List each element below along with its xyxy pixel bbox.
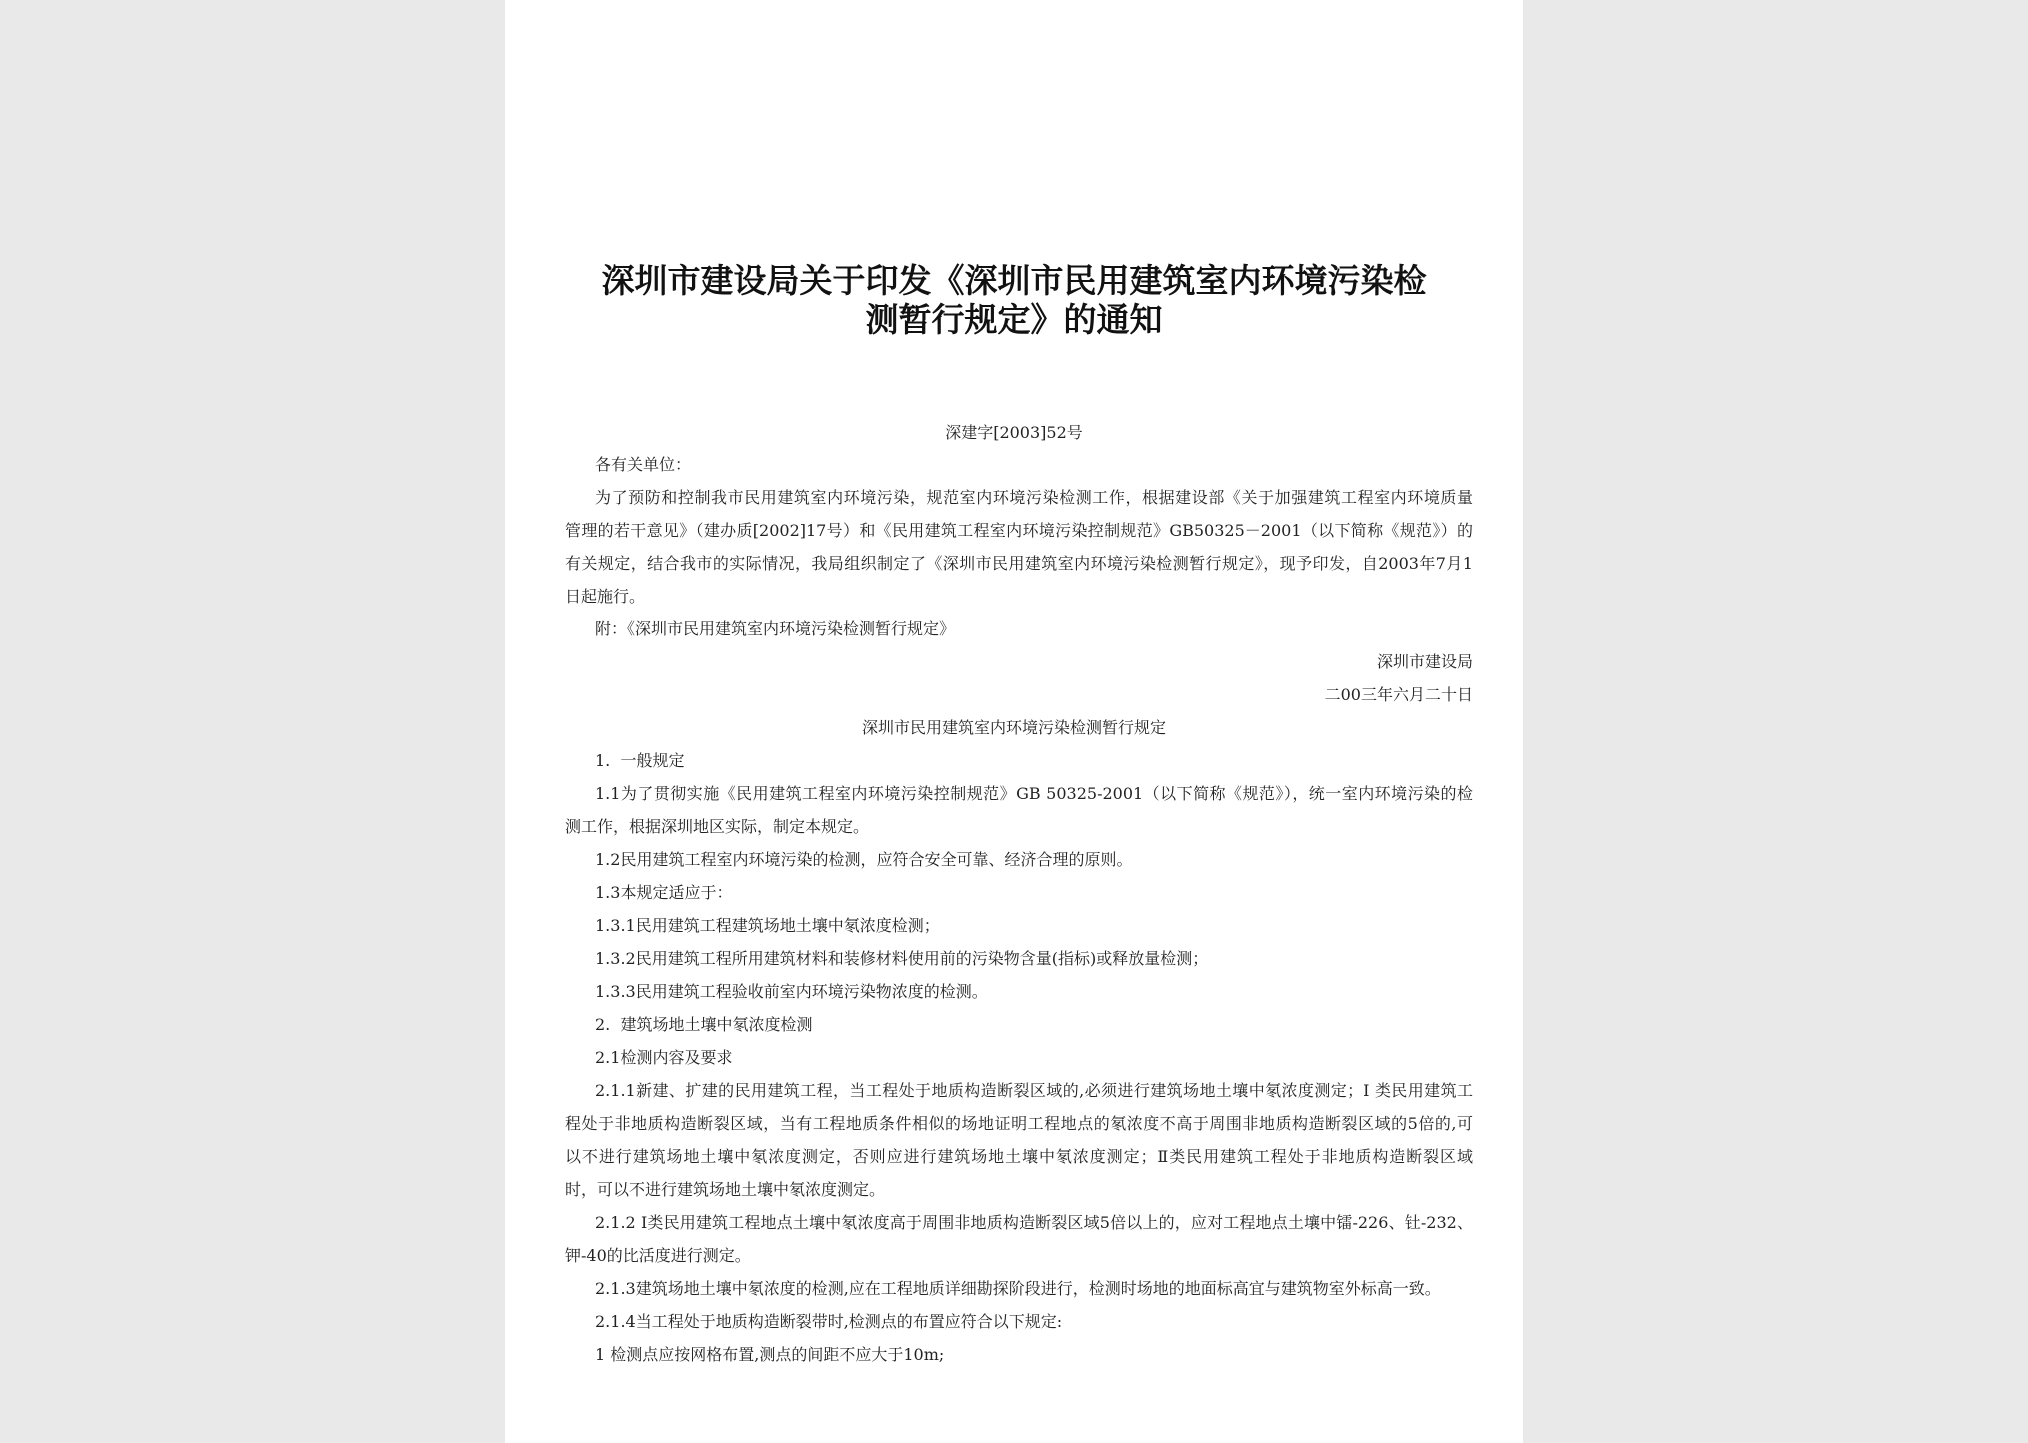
document-page	[505, 0, 1523, 1443]
attachment-note: 附：《深圳市民用建筑室内环境污染检测暂行规定》	[595, 619, 956, 638]
regulation-line: 1.3本规定适应于：	[595, 883, 733, 902]
salutation: 各有关单位：	[595, 455, 692, 474]
body-line: 有关规定，结合我市的实际情况，我局组织制定了《深圳市民用建筑室内环境污染检测暂行规定》，现予印发，自2003年7月1	[565, 554, 1473, 573]
regulation-line: 2.1.1新建、扩建的民用建筑工程，当工程处于地质构造断裂区域的,必须进行建筑场地土壤中氡浓度测定；I 类民用建筑工	[595, 1081, 1473, 1100]
regulation-line: 2.1.4当工程处于地质构造断裂带时,检测点的布置应符合以下规定:	[595, 1312, 1063, 1331]
regulation-line: 1.2民用建筑工程室内环境污染的检测，应符合安全可靠、经济合理的原则。	[595, 850, 1133, 869]
body-line: 为了预防和控制我市民用建筑室内环境污染，规范室内环境污染检测工作，根据建设部《关于加强建筑工程室内环境质量	[595, 488, 1473, 507]
regulation-line: 钾-40的比活度进行测定。	[565, 1246, 751, 1265]
section-heading: 2. 建筑场地土壤中氡浓度检测	[595, 1015, 813, 1034]
body-line: 管理的若干意见》（建办质[2002]17号）和《民用建筑工程室内环境污染控制规范》GB50325－2001（以下简称《规范》）的	[565, 521, 1473, 540]
document-title: 深圳市建设局关于印发《深圳市民用建筑室内环境污染检测暂行规定》的通知	[601, 261, 1427, 339]
regulation-line: 1.3.3民用建筑工程验收前室内环境污染物浓度的检测。	[595, 982, 988, 1001]
document-number: 深建字[2003]52号	[945, 423, 1083, 442]
regulation-line: 以不进行建筑场地土壤中氡浓度测定，否则应进行建筑场地土壤中氡浓度测定；Ⅱ类民用建筑工程处于非地质构造断裂区域	[565, 1147, 1473, 1166]
regulation-line: 2.1.3建筑场地土壤中氡浓度的检测,应在工程地质详细勘探阶段进行，检测时场地的地面标高宜与建筑物室外标高一致。	[595, 1279, 1441, 1298]
regulation-line: 1 检测点应按网格布置,测点的间距不应大于10m;	[595, 1345, 945, 1364]
regulation-line: 2.1检测内容及要求	[595, 1048, 733, 1067]
regulation-line: 时，可以不进行建筑场地土壤中氡浓度测定。	[565, 1180, 886, 1199]
body-line: 日起施行。	[565, 587, 646, 606]
section-heading: 1. 一般规定	[595, 751, 685, 770]
regulation-line: 测工作，根据深圳地区实际，制定本规定。	[565, 817, 870, 836]
regulation-line: 2.1.2 I类民用建筑工程地点土壤中氡浓度高于周围非地质构造断裂区域5倍以上的，应对工程地点土壤中镭-226、钍-232、	[595, 1213, 1473, 1232]
regulation-line: 1.1为了贯彻实施《民用建筑工程室内环境污染控制规范》GB 50325-2001（以下简称《规范》），统一室内环境污染的检	[595, 784, 1473, 803]
issuer-name: 深圳市建设局	[1376, 652, 1473, 671]
regulation-line: 1.3.1民用建筑工程建筑场地土壤中氡浓度检测；	[595, 916, 940, 935]
regulation-line: 1.3.2民用建筑工程所用建筑材料和装修材料使用前的污染物含量(指标)或释放量检测；	[595, 949, 1209, 968]
regulation-line: 程处于非地质构造断裂区域，当有工程地质条件相似的场地证明工程地点的氡浓度不高于周围非地质构造断裂区域的5倍的,可	[565, 1114, 1473, 1133]
regulation-title: 深圳市民用建筑室内环境污染检测暂行规定	[861, 718, 1166, 737]
issue-date: 二00三年六月二十日	[1324, 685, 1473, 704]
